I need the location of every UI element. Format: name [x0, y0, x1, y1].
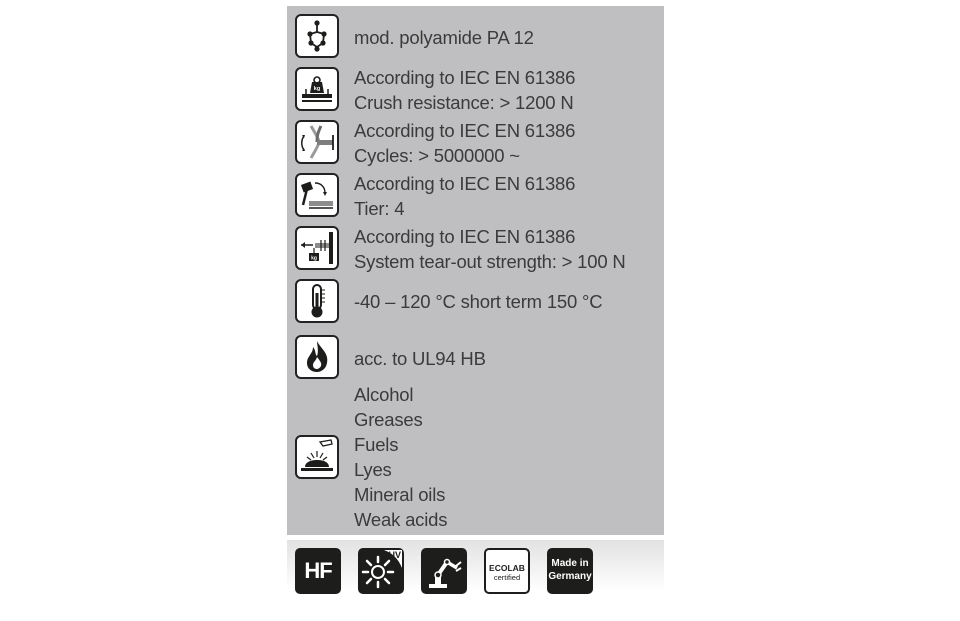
badge-label-line: Made in: [551, 558, 589, 569]
flame-icon: [295, 335, 339, 379]
molecule-icon: [295, 14, 339, 58]
text-line: According to IEC EN 61386: [354, 226, 576, 247]
text-line: According to IEC EN 61386: [354, 67, 576, 88]
hammer-impact-icon: [295, 173, 339, 217]
weight-label: kg: [313, 86, 321, 92]
chemical-resistance-icon: [295, 435, 339, 479]
badge-sublabel: certified: [493, 573, 521, 582]
chemical-resistance-list: [354, 382, 447, 532]
list-item: Alcohol: [354, 384, 414, 405]
uv-resistant-icon: [358, 548, 404, 594]
material-text: [354, 25, 534, 50]
text-line: acc. to UL94 HB: [354, 348, 486, 369]
impact-text: [354, 171, 575, 221]
thermometer-icon: [295, 279, 339, 323]
text-line: System tear-out strength: > 100 N: [354, 251, 626, 272]
halogen-free-icon: [295, 548, 341, 594]
list-item: Greases: [354, 409, 423, 430]
list-item: Weak acids: [354, 509, 448, 530]
text-line: According to IEC EN 61386: [354, 120, 576, 141]
flammability-text: [354, 346, 486, 371]
tear-out-icon: [295, 226, 339, 270]
ecolab-certified-icon: [484, 548, 530, 594]
badge-label: HF: [304, 558, 332, 583]
bending-text: [354, 118, 575, 168]
crush-text: [354, 65, 575, 115]
list-item: Lyes: [354, 459, 392, 480]
weight-label: kg: [311, 255, 317, 262]
badge-label: ECOLAB: [489, 563, 525, 573]
robot-arm-icon: [421, 548, 467, 594]
list-item: Mineral oils: [354, 484, 446, 505]
text-line: Cycles: > 5000000 ~: [354, 145, 520, 166]
badge-label: UV: [388, 550, 401, 560]
badge-label-line: Germany: [548, 571, 592, 582]
text-line: Crush resistance: > 1200 N: [354, 92, 574, 113]
tear-out-text: [354, 224, 626, 274]
text-line: mod. polyamide PA 12: [354, 27, 534, 48]
temperature-text: [354, 289, 602, 314]
bending-cycles-icon: [295, 120, 339, 164]
text-line: -40 – 120 °C short term 150 °C: [354, 291, 603, 312]
properties-panel: [287, 6, 664, 535]
text-line: Tier: 4: [354, 198, 405, 219]
badge-label: [547, 557, 593, 583]
text-line: According to IEC EN 61386: [354, 173, 576, 194]
badge-strip: [287, 540, 664, 600]
made-in-germany-icon: [547, 548, 593, 594]
weight-crush-icon: [295, 67, 339, 111]
list-item: Fuels: [354, 434, 399, 455]
